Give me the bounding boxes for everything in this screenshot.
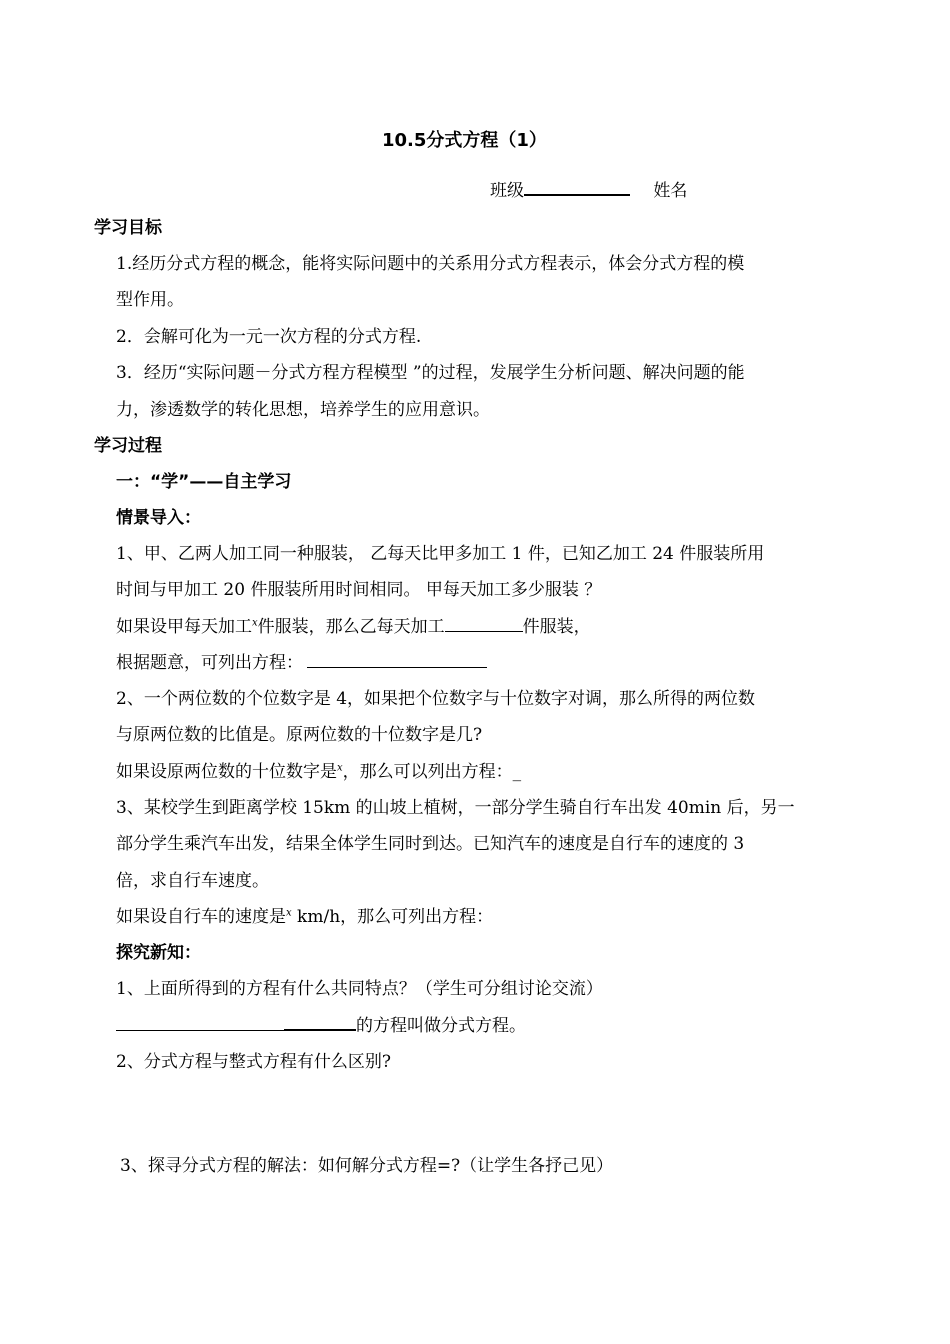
question-3-line-1: 3、某校学生到距离学校 15km 的山坡上植树，一部分学生骑自行车出发 40min 后，另一: [116, 798, 795, 818]
question-3-setup: [116, 906, 493, 928]
goal-3-line-2: 力，渗透数学的转化思想，培养学生的应用意识。: [116, 400, 490, 420]
class-blank[interactable]: [524, 180, 630, 196]
explore-heading: 探究新知：: [116, 943, 201, 963]
q1-equation-blank[interactable]: [307, 653, 487, 668]
question-3-line-3: 倍，求自行车速度。: [116, 871, 269, 891]
question-1-equation: [116, 652, 487, 674]
section-1-heading: 一：“学”——自主学习: [116, 472, 292, 492]
q2-setup-text-b: ，那么可以列出方程：_: [342, 762, 522, 782]
q3-setup-text-b: km/h，那么可列出方程：: [291, 907, 494, 927]
class-name-row: [490, 180, 687, 202]
question-2-line-2: 与原两位数的比值是。原两位数的十位数字是几?: [116, 725, 483, 745]
goals-heading: 学习目标: [94, 218, 162, 238]
variable-x: x: [337, 762, 343, 774]
explore-1-definition: [116, 1015, 526, 1037]
explore-1: 1、上面所得到的方程有什么共同特点？（学生可分组讨论交流）: [116, 979, 603, 999]
q1-setup-text-a: 如果设甲每天加工: [116, 617, 252, 637]
question-2-line-1: 2、一个两位数的个位数字是 4，如果把个位数字与十位数字对调，那么所得的两位数: [116, 689, 756, 709]
goal-3-line-1: 3．经历“实际问题－分式方程方程模型 ”的过程，发展学生分析问题、解决问题的能: [116, 363, 745, 383]
variable-x: x: [286, 907, 292, 919]
question-3-line-2: 部分学生乘汽车出发，结果全体学生同时到达。已知汽车的速度是自行车的速度的 3: [116, 834, 745, 854]
explore-2: 2、分式方程与整式方程有什么区别?: [116, 1052, 391, 1072]
q1-equation-label: 根据题意，可列出方程：: [116, 653, 303, 673]
class-label: 班级: [490, 181, 524, 201]
goal-1-line-1: 1.经历分式方程的概念，能将实际问题中的关系用分式方程表示，体会分式方程的模: [116, 254, 745, 274]
process-heading: 学习过程: [94, 436, 162, 456]
goal-1-line-2: 型作用。: [116, 290, 184, 310]
definition-blank-bold[interactable]: [284, 1015, 356, 1031]
intro-heading: 情景导入：: [116, 508, 201, 528]
goal-2: 2．会解可化为一元一次方程的分式方程.: [116, 327, 422, 347]
question-1-setup: [116, 616, 591, 638]
variable-x: x: [252, 617, 258, 629]
q1-setup-text-c: 件服装，: [522, 617, 591, 637]
question-1-line-2: 时间与甲加工 20 件服装所用时间相同。 甲每天加工多少服装 ？: [116, 580, 602, 600]
page-title: 10.5分式方程（1）: [382, 130, 547, 151]
definition-text: 的方程叫做分式方程。: [356, 1016, 526, 1036]
question-1-line-1: 1、甲、乙两人加工同一种服装， 乙每天比甲多加工 1 件，已知乙加工 24 件服装所用: [116, 544, 765, 564]
q1-setup-text-b: 件服装，那么乙每天加工: [257, 617, 445, 637]
name-label: 姓名: [653, 181, 688, 201]
q1-answer-blank[interactable]: [445, 617, 523, 632]
question-2-setup: [116, 761, 521, 783]
q3-setup-text-a: 如果设自行车的速度是: [116, 907, 286, 927]
q2-setup-text-a: 如果设原两位数的十位数字是: [116, 762, 337, 782]
explore-3: 3、探寻分式方程的解法：如何解分式方程=?（让学生各抒己见）: [120, 1156, 614, 1176]
definition-blank[interactable]: [116, 1016, 284, 1031]
